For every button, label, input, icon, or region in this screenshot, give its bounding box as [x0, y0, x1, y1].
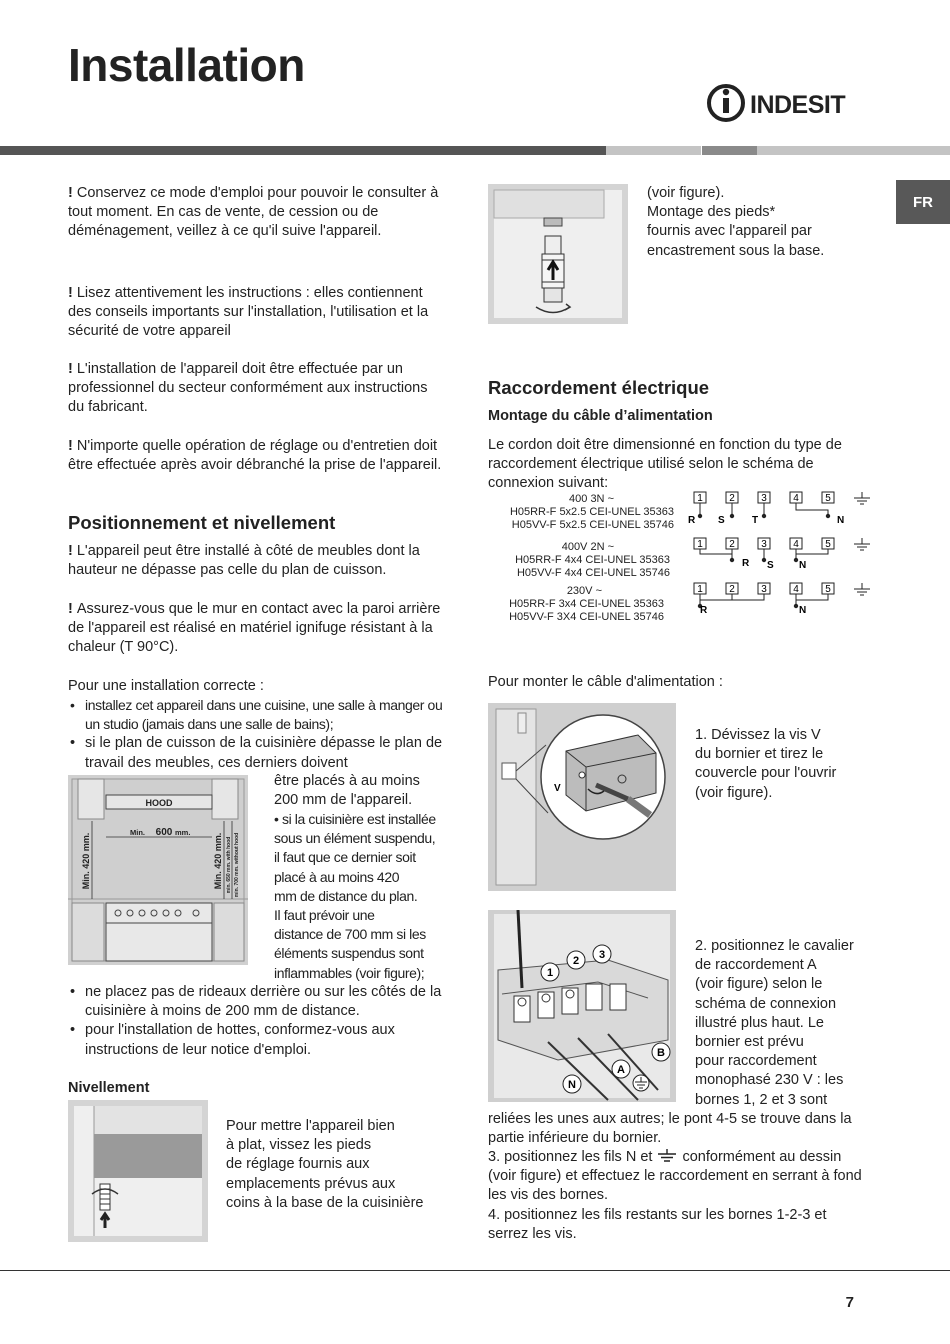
wiring-400-3n-cables: 400 3N ~ H05RR-F 5x2.5 CEI-UNEL 35363 H05VV-F 5x2.5 CEI-UNEL 35746	[509, 493, 674, 531]
svg-text:N: N	[799, 605, 807, 616]
voltage-label: 230V	[566, 585, 593, 597]
svg-text:S: S	[718, 515, 725, 526]
svg-text:4: 4	[793, 493, 799, 504]
svg-text:S: S	[767, 560, 774, 571]
mount-cable-intro: Pour monter le câble d'alimentation :	[488, 674, 723, 690]
svg-text:T: T	[752, 515, 759, 526]
installation-intro: Pour une installation correcte :	[68, 678, 264, 694]
svg-text:5: 5	[825, 493, 831, 504]
svg-text:1: 1	[697, 584, 703, 595]
header-bar-mid	[702, 146, 757, 155]
svg-text:N: N	[837, 515, 845, 526]
svg-text:N: N	[799, 560, 807, 571]
min-420-right-label: Min. 420 mm.	[213, 832, 223, 890]
bullet-2-continuation: être placés à au moins 200 mm de l'appareil.	[274, 773, 420, 809]
list-item: • installez cet appareil dans une cuisine, une salle à manger ou un studio (jamais dans une salle de bains);	[68, 696, 448, 734]
terminal-cover-figure	[488, 703, 676, 891]
installation-list-continued	[68, 983, 448, 1060]
section-heading-electrical: Raccordement électrique	[488, 377, 710, 398]
subheading-power-cable: Montage du câble d’alimentation	[488, 408, 713, 424]
voltage-label: 400 3N	[569, 493, 605, 505]
indesit-logo	[706, 82, 871, 128]
installation-list	[68, 696, 448, 773]
without-hood-label: min. 700 mm. without hood	[234, 832, 240, 898]
svg-text:2: 2	[729, 493, 735, 504]
svg-text:R: R	[688, 515, 696, 526]
svg-text:4: 4	[793, 539, 799, 550]
page-title: Installation	[68, 39, 305, 91]
warning-paragraph-4: ! N'importe quelle opération de réglage ou d'entretien doit être effectuée après avoir débranché la prise de l'appareil.	[68, 438, 442, 474]
ground-icon	[656, 1149, 678, 1163]
language-badge: FR	[896, 180, 950, 224]
svg-text:4: 4	[793, 584, 799, 595]
svg-text:2: 2	[729, 584, 735, 595]
hood-clearance-figure	[68, 775, 248, 965]
brand-name: INDESIT	[750, 91, 846, 119]
step-4-text: 4. positionnez les fils restants sur les bornes 1-2-3 et serrez les vis.	[488, 1207, 827, 1243]
svg-text:1: 1	[697, 493, 703, 504]
svg-text:3: 3	[761, 584, 767, 595]
wiring-400v-2n-cables: 400V 2N ~ H05RR-F 4x4 CEI-UNEL 35363 H05VV-F 4x4 CEI-UNEL 35746	[515, 541, 670, 579]
header-bar-end	[757, 146, 950, 155]
svg-text:5: 5	[825, 584, 831, 595]
list-item: • si le plan de cuisson de la cuisinière dépasse le plan de travail des meubles, ces derniers doivent	[68, 734, 448, 772]
positioning-paragraph-2: ! Assurez-vous que le mur en contact avec la paroi arrière de l'appareil est réalisé en matériel ignifuge résistant à la chaleur (T 90°C).	[68, 601, 441, 656]
page-number: 7	[845, 1294, 854, 1311]
callout-2: 2	[572, 955, 580, 967]
step-2-continuation: reliées les unes aux autres; le pont 4-5 se trouve dans la partie inférieure du bornier.	[488, 1111, 852, 1147]
with-hood-label: min. 650 mm. with hood	[226, 836, 232, 894]
warning-paragraph-1: ! Conservez ce mode d'emploi pour pouvoir le consulter à tout moment. En cas de vente, de cession ou de déménagement, veillez à ce qu'il suive l'appareil.	[68, 185, 439, 240]
svg-text:1: 1	[697, 539, 703, 550]
screw-v-label: V	[554, 783, 561, 794]
header-bar	[0, 146, 606, 155]
min-420-left-label: Min. 420 mm.	[81, 832, 91, 890]
section-heading-leveling: Nivellement	[68, 1080, 150, 1096]
step-3-text: 3. positionnez les fils N et conformément au dessin (voir figure) et effectuez le raccordement en serrant à fond les vis des bornes.	[488, 1149, 862, 1204]
warning-paragraph-3: ! L'installation de l'appareil doit être effectuée par un professionnel du secteur conformément aux instructions du fabricant.	[68, 361, 428, 416]
power-cable-text: Le cordon doit être dimensionné en fonction du type de raccordement électrique utilisé selon le schéma de connexion suivant:	[488, 437, 842, 492]
positioning-paragraph-1: ! L'appareil peut être installé à côté de meubles dont la hauteur ne dépasse pas celle du plan de cuisson.	[68, 543, 420, 579]
list-item: • ne placez pas de rideaux derrière ou sur les côtés de la cuisinière à moins de 200 mm de distance.	[68, 983, 448, 1021]
header-bar-light	[606, 146, 701, 155]
list-item: • pour l'installation de hottes, conformez-vous aux instructions de leur notice d'emploi.	[68, 1021, 448, 1059]
min-600-unit: mm.	[175, 828, 191, 837]
voltage-label: 400V 2N	[561, 541, 605, 553]
callout-1: 1	[546, 967, 554, 979]
svg-text:5: 5	[825, 539, 831, 550]
footer-rule	[0, 1270, 950, 1271]
min-600-value: 600	[155, 827, 173, 838]
leveling-text: Pour mettre l'appareil bien à plat, vissez les pieds de réglage fournis aux emplacements prévus aux coins à la base de la cuisinière	[226, 1118, 424, 1211]
leveling-figure	[68, 1100, 208, 1242]
callout-n: N	[568, 1079, 576, 1091]
wiring-230v-cables: 230V ~ H05RR-F 3x4 CEI-UNEL 35363 H05VV-F 3X4 CEI-UNEL 35746	[509, 585, 664, 623]
section-heading-positioning: Positionnement et nivellement	[68, 512, 336, 533]
callout-3: 3	[598, 949, 606, 961]
svg-text:3: 3	[761, 493, 767, 504]
feet-figure	[488, 184, 628, 324]
terminal-schematic	[682, 490, 877, 622]
svg-text:R: R	[700, 605, 708, 616]
svg-text:R: R	[742, 558, 750, 569]
min-600-prefix: Min.	[130, 828, 145, 837]
feet-text: (voir figure). Montage des pieds* fournis avec l'appareil par encastrement sous la base.	[647, 185, 825, 259]
terminal-block-figure	[488, 910, 676, 1102]
svg-text:3: 3	[761, 539, 767, 550]
bullet-3-text: • si la cuisinière est installée sous un élément suspendu, il faut que ce dernier soit placé à au moins 420 mm de distance du plan. Il faut prévoir une distance de 700 mm si les éléments suspendus sont inflammables (voir figure);	[274, 811, 436, 981]
warning-paragraph-2: ! Lisez attentivement les instructions : elles contiennent des conseils importants sur l'installation, l'utilisation et la sécurité de votre appareil	[68, 285, 429, 340]
step-1-text: 1. Dévissez la vis V du bornier et tirez le couvercle pour l'ouvrir (voir figure).	[695, 727, 837, 801]
step-2-text: 2. positionnez le cavalier de raccordement A (voir figure) selon le schéma de connexion illustré plus haut. Le bornier est prévu pour raccordement monophasé 230 V : les bornes 1, 2 et 3 sont	[695, 938, 854, 1108]
svg-text:2: 2	[729, 539, 735, 550]
hood-label: HOOD	[145, 798, 173, 808]
callout-a: A	[617, 1064, 625, 1076]
callout-b: B	[657, 1047, 665, 1059]
